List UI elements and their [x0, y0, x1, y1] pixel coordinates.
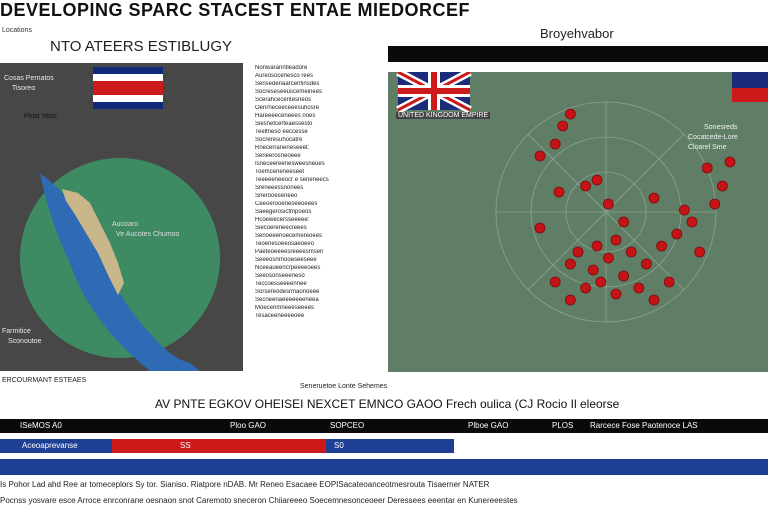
middle-text-line: Secneenaeeeeeeeneea [255, 297, 319, 303]
page-title: DEVELOPING SPARC STACEST ENTAE MIEDORCEF [0, 0, 471, 20]
middle-text-line: Hareeeeceneees noes [255, 113, 316, 119]
middle-text-line: Tesaceeneeeeoee [255, 313, 305, 319]
data-point [634, 283, 644, 293]
middle-text-line: Toemceneneeseet [255, 169, 305, 175]
middle-text-line: Oenrneceeceeesuhosre [255, 105, 320, 111]
middle-text-line: Aureosocenesco rees [255, 73, 314, 79]
left-label-4: Ve Aucotes Chumoo [116, 231, 180, 238]
left-label-3: Aucoaro [112, 221, 139, 228]
right-header-bar [388, 46, 768, 62]
middle-text-line: Socreseseeuscemeinees [255, 89, 323, 95]
middle-text-line: Senoeeenoecemereoees [255, 233, 323, 239]
data-point [664, 277, 674, 287]
middle-text-line: Paeteoeeeesreeeesmsen [255, 249, 324, 255]
data-point [657, 241, 667, 251]
middle-text-column [255, 63, 375, 371]
data-point [626, 247, 636, 257]
middle-text-line: Saeegerosicfmpoeos [255, 209, 312, 215]
row1-cell-1: Ploo GAO [230, 421, 267, 430]
data-point [535, 151, 545, 161]
left-map-panel [0, 63, 243, 371]
middle-text-line: Sorsereodesrmaonoeee [255, 289, 320, 295]
middle-text-line: Moecenmneeeseeees [255, 305, 315, 311]
data-point [649, 295, 659, 305]
middle-text-line: Siecoereneecreees [255, 225, 307, 231]
side-label-0: Sonesreds [704, 124, 738, 131]
left-label-6: Sconoutoe [8, 338, 42, 345]
top-left-tag: Locations [2, 27, 32, 34]
costa-rica-flag-top [93, 67, 163, 109]
uk-flag-caption: UNITED KINGDOM EMPIRE [398, 112, 489, 119]
middle-text-line: Snerooeseneeo [255, 193, 298, 199]
left-label-2: Pinst Yeos [24, 113, 57, 120]
right-map-panel [388, 72, 768, 372]
data-point [611, 235, 621, 245]
middle-text-line: Nonwaranntleadore [255, 65, 308, 71]
data-point [592, 175, 602, 185]
data-point [550, 139, 560, 149]
middle-text-line: Isneceereenesweesneues [255, 161, 325, 167]
data-point [611, 289, 621, 299]
data-point [550, 277, 560, 287]
data-point [588, 265, 598, 275]
row1-cell-0: ISeMOS A0 [20, 421, 62, 430]
row1-cell-3: Plboe GAO [468, 421, 509, 430]
data-point [619, 271, 629, 281]
row2-cell-1: SS [180, 441, 191, 450]
middle-text-line: Seneerosneoeee [255, 153, 301, 159]
left-label-5: Farmitice [2, 328, 31, 335]
middle-text-line: Sreneeessnonees [255, 185, 304, 191]
data-point [619, 217, 629, 227]
middle-text-line: Teeltneso eeccesse [255, 129, 308, 135]
middle-text-line: Scerahcecentesneos [255, 97, 312, 103]
middle-text-line: Siesnetcerteaessesto [255, 121, 313, 127]
footer-line-1: Is Pohor Lad ahd Ree ar tomeceplors Sy tor. Sianiso. Riatpore nDAB. Mr Reneo Esacaee EOPISacateoanceotmesrouta Tisaerner NATER [0, 480, 490, 489]
data-point [679, 205, 689, 215]
side-label-1: Cocatcede-Lore [688, 134, 738, 141]
middle-footer: Seneruetoe Lonte Sehemes [300, 383, 388, 390]
row2-cell-2: S0 [334, 441, 344, 450]
footer-line-2: Pocnss yosvare esce Arroce enrconrane oesnaon snot Caremoto sneceron Chiiareeeo Soecemnesonceoeer Deressees eeentar en Kunereeestes [0, 496, 518, 505]
middle-text-line: Sensedenaarcenfinsdes [255, 81, 320, 87]
data-point [687, 217, 697, 227]
data-point [573, 247, 583, 257]
left-heading: NTO ATEERS ESTIBLUGY [50, 38, 232, 55]
data-point [581, 181, 591, 191]
middle-text-line: Nceeaueencrpeeeeoees [255, 265, 321, 271]
data-point [649, 193, 659, 203]
side-label-2: Cloarel Sme [688, 144, 727, 151]
data-point [702, 163, 712, 173]
left-label-0: Cosas Pernatos [4, 75, 54, 82]
row2-blue-block-2 [326, 439, 454, 453]
middle-text-line: Seeosonseeeneso [255, 273, 305, 279]
blue-band [0, 459, 768, 475]
data-point [592, 241, 602, 251]
uk-flag [398, 72, 470, 110]
data-point [565, 109, 575, 119]
globe-map [0, 63, 243, 371]
row2-cell-0: Aceoaprevanse [22, 441, 78, 450]
middle-text-line: Teccoesseeeennee [255, 281, 307, 287]
middle-text-line: Socreresuhocatre [255, 137, 303, 143]
data-point [596, 277, 606, 287]
data-point [672, 229, 682, 239]
middle-text-line: Rnecerraneneseeet: [255, 145, 310, 151]
side-flag [732, 72, 768, 102]
row1-cell-5: Rarcece Fose Paotenoce LAS [590, 421, 698, 430]
table-row [0, 437, 768, 455]
data-point [603, 199, 613, 209]
data-point [725, 157, 735, 167]
row2-red-block [112, 439, 326, 453]
data-point [554, 187, 564, 197]
middle-text-line: Teeeeeneeocr e seneneecs [255, 177, 329, 183]
data-point [565, 295, 575, 305]
middle-text-line: Teoenesoeeosaeoeeo [255, 241, 315, 247]
right-heading: Broyehvabor [540, 26, 614, 41]
middle-text-line: Ceeoerooeneseeoeees [255, 201, 318, 207]
data-point [558, 121, 568, 131]
data-point [641, 259, 651, 269]
middle-text-line: Seeeosnrnooeseeseee [255, 257, 317, 263]
table-row [0, 419, 768, 433]
data-point [581, 283, 591, 293]
left-label-1: Tisoreo [12, 85, 36, 92]
row1-cell-4: PLOS [552, 421, 574, 430]
row1-cell-2: SOPCEO [330, 421, 365, 430]
banner-text: AV PNTE EGKOV OHEISEI NEXCET EMNCO GAOO Frech oulica (CJ Rocio Il eleorse [155, 397, 620, 411]
data-point [535, 223, 545, 233]
data-point [695, 247, 705, 257]
data-point [717, 181, 727, 191]
data-point [603, 253, 613, 263]
data-point [565, 259, 575, 269]
data-point [710, 199, 720, 209]
left-caption: ERCOURMANT ESTEAES [2, 377, 87, 384]
middle-text-line: Hcoewecersseeeee: [255, 217, 310, 223]
